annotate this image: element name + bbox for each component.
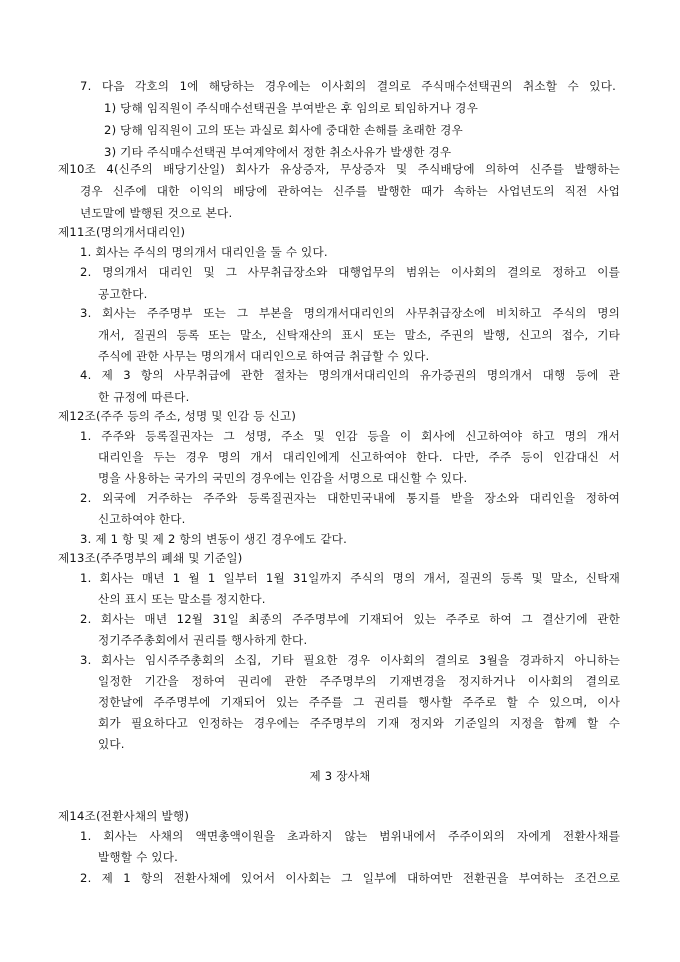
article-11-item-3-cont-1: 개서, 질권의 등록 또는 말소, 신탁재산의 표시 또는 말소, 주권의 발행, 신고의 접수, 기타: [98, 328, 620, 342]
article-11-item-2: 2. 명의개서 대리인 및 그 사무취급장소와 대행업무의 범위는 이사회의 결의로 정하고 이를: [80, 265, 620, 279]
article-12-heading: 제12조(주주 등의 주소, 성명 및 인감 등 신고): [58, 409, 297, 423]
item-7-sub-2: 2) 당해 임직원이 고의 또는 과실로 회사에 중대한 손해를 초래한 경우: [104, 123, 463, 137]
article-11-item-4-cont: 한 규정에 따른다.: [98, 390, 190, 404]
item-7-sub-1: 1) 당해 임직원이 주식매수선택권을 부여받은 후 임의로 퇴임하거나 경우: [104, 101, 478, 115]
article-12-item-3: 3. 제 1 항 및 제 2 항의 변동이 생긴 경우에도 같다.: [80, 532, 348, 546]
article-10-4-heading: 제10조 4(신주의 배당기산일) 회사가 유상증자, 무상증자 및 주식배당에 의하여 신주를 발행하는: [58, 162, 620, 176]
article-13-heading: 제13조(주주명부의 폐쇄 및 기준일): [58, 551, 243, 565]
article-13-item-3-cont-4: 있다.: [98, 737, 125, 751]
article-12-item-1-cont-1: 대리인을 두는 경우 명의 개서 대리인에게 신고하여야 한다. 다만, 주주 등이 인감대신 서: [98, 450, 620, 464]
article-13-item-3: 3. 회사는 임시주주총회의 소집, 기타 필요한 경우 이사회의 결의로 3월을 경과하지 아니하는: [80, 653, 620, 667]
article-11-item-3-cont-2: 주식에 관한 사무는 명의개서 대리인으로 하여금 취급할 수 있다.: [98, 349, 430, 363]
article-13-item-3-cont-1: 일정한 기간을 정하여 권리에 관한 주주명부의 기재변경을 정지하거나 이사회의 결의로: [98, 674, 620, 688]
item-7-sub-3: 3) 기타 주식매수선택권 부여계약에서 정한 취소사유가 발생한 경우: [104, 145, 452, 159]
article-14-item-2: 2. 제 1 항의 전환사채에 있어서 이사회는 그 일부에 대하여만 전환권을 부여하는 조건으로: [80, 871, 620, 885]
article-11-item-4: 4. 제 3 항의 사무취급에 관한 절차는 명의개서대리인의 유가증권의 명의개서 대행 등에 관: [80, 368, 620, 382]
article-10-3-item-7: 7. 다음 각호의 1에 해당하는 경우에는 이사회의 결의로 주식매수선택권의 취소할 수 있다.: [80, 79, 616, 93]
article-13-item-3-cont-3: 회가 필요하다고 인정하는 경우에는 주주명부의 기재 정지와 기준일의 지정을 함께 할 수: [98, 716, 620, 730]
article-14-item-1-cont: 발행할 수 있다.: [98, 850, 179, 864]
article-13-item-2-cont: 정기주주총회에서 권리를 행사하게 한다.: [98, 633, 308, 647]
article-14-item-1: 1. 회사는 사채의 액면총액이원을 초과하지 않는 범위내에서 주주이외의 자에게 전환사채를: [80, 829, 620, 843]
article-12-item-1-cont-2: 명을 사용하는 국가의 국민의 경우에는 인감을 서명으로 대신할 수 있다.: [98, 471, 468, 485]
article-11-heading: 제11조(명의개서대리인): [58, 225, 186, 239]
article-13-item-1: 1. 회사는 매년 1 월 1 일부터 1월 31일까지 주식의 명의 개서, 질권의 등록 및 말소, 신탁재: [80, 571, 620, 585]
article-13-item-3-cont-2: 정한날에 주주명부에 기재되어 있는 주주를 그 권리를 행사할 주주로 할 수 있으며, 이사: [98, 695, 620, 709]
article-14-heading: 제14조(전환사채의 발행): [58, 809, 190, 823]
article-13-item-1-cont: 산의 표시 또는 말소를 정지한다.: [98, 592, 266, 606]
article-11-item-1: 1. 회사는 주식의 명의개서 대리인을 둘 수 있다.: [80, 245, 328, 259]
article-11-item-3: 3. 회사는 주주명부 또는 그 부본을 명의개서대리인의 사무취급장소에 비치하고 주식의 명의: [80, 306, 620, 320]
article-10-4-text-1: 경우 신주에 대한 이익의 배당에 관하여는 신주를 발행한 때가 속하는 사업년도의 직전 사업: [80, 184, 620, 198]
article-11-item-2-cont: 공고한다.: [98, 287, 148, 301]
article-12-item-2-cont: 신고하여야 한다.: [98, 512, 186, 526]
article-12-item-1: 1. 주주와 등록질권자는 그 성명, 주소 및 인감 등을 이 회사에 신고하여야 하고 명의 개서: [80, 429, 620, 443]
article-12-item-2: 2. 외국에 거주하는 주주와 등록질권자는 대한민국내에 통지를 받을 장소와 대리인을 정하여: [80, 491, 620, 505]
article-10-4-text-2: 년도말에 발행된 것으로 본다.: [80, 206, 233, 220]
article-13-item-2: 2. 회사는 매년 12월 31일 최종의 주주명부에 기재되어 있는 주주로 하여 그 결산기에 관한: [80, 612, 620, 626]
chapter-3-title: 제 3 장사채: [309, 769, 371, 783]
